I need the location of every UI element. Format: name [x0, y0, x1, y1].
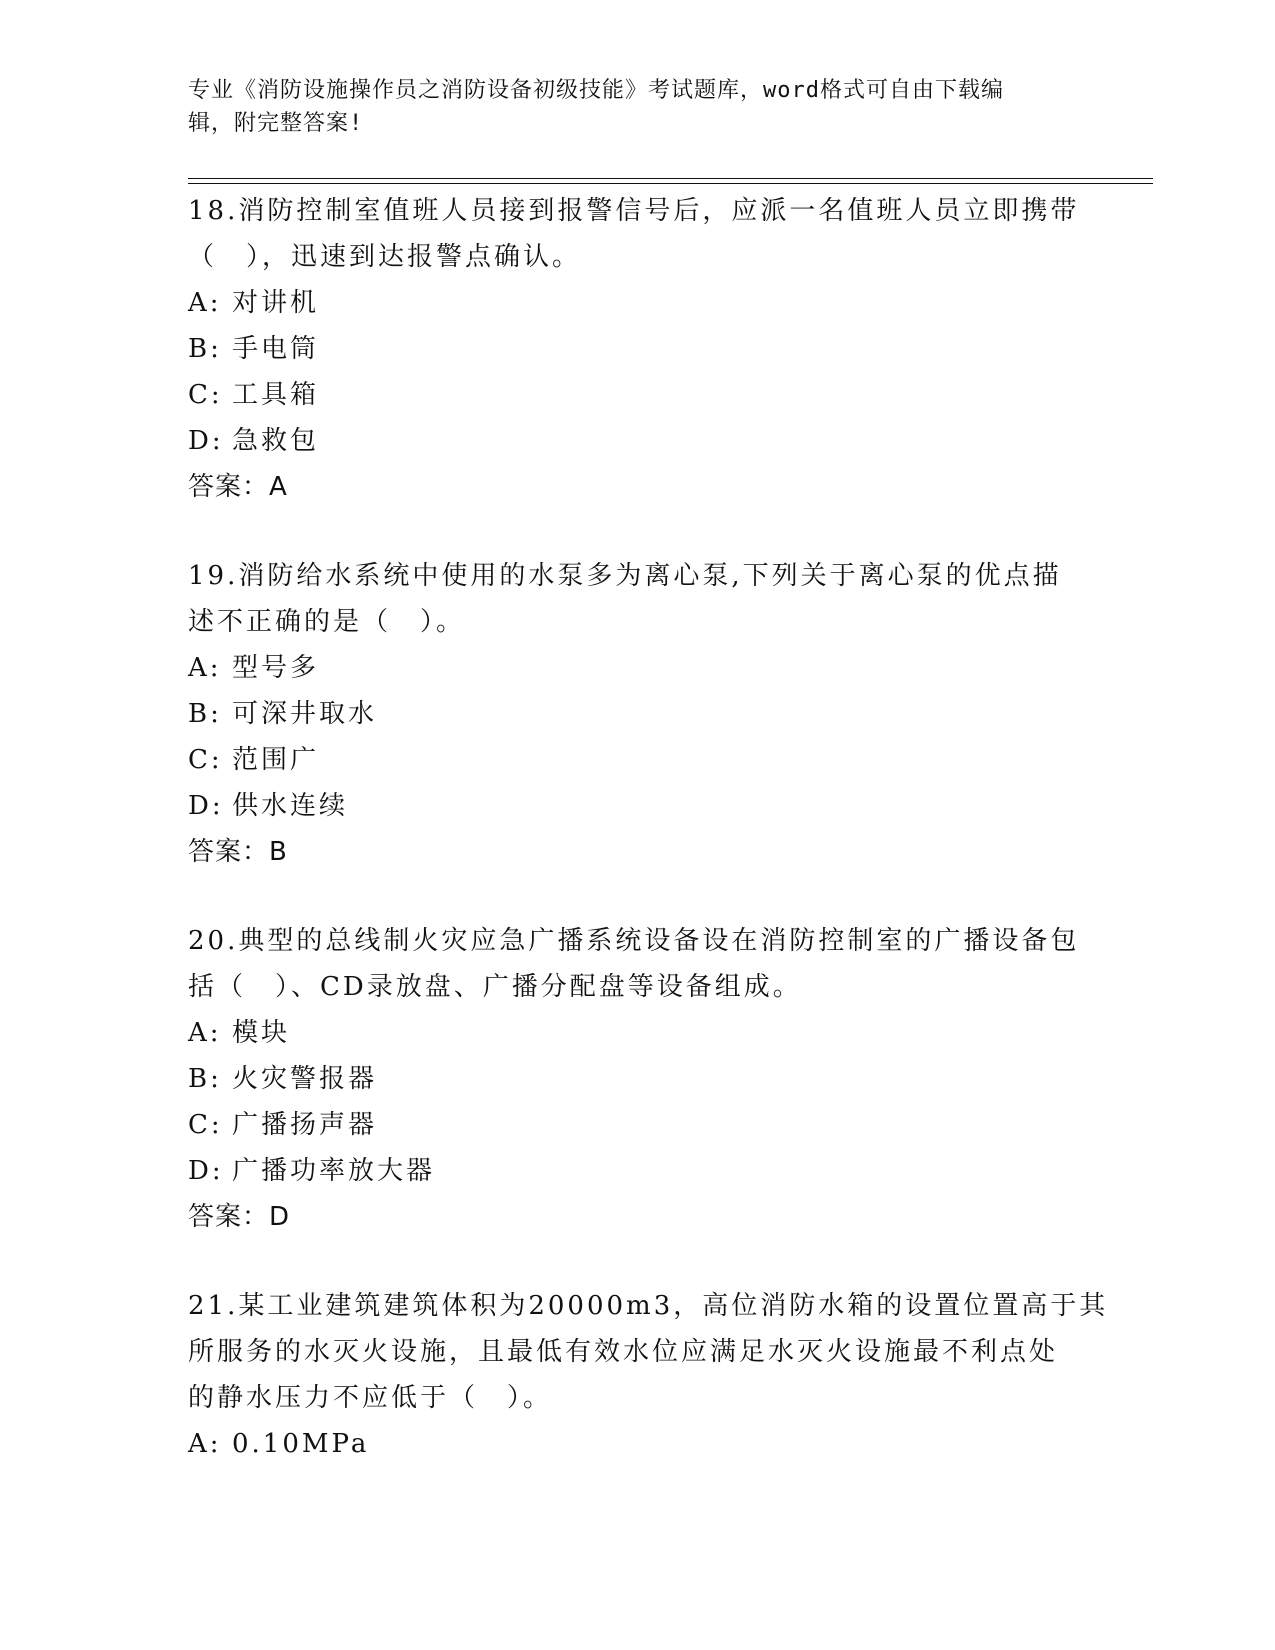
option-c: C: 工具箱 — [188, 380, 320, 410]
option-d: D: 广播功率放大器 — [188, 1156, 436, 1186]
header-divider-bottom — [188, 183, 1153, 184]
question-20 — [188, 918, 1088, 1240]
answer: 答案：B — [188, 837, 288, 867]
option-b: B: 可深井取水 — [188, 699, 378, 729]
option-a: A: 对讲机 — [188, 288, 320, 318]
question-stem — [188, 1283, 1109, 1421]
stem-line: 18.消防控制室值班人员接到报警信号后，应派一名值班人员立即携带 — [188, 196, 1080, 226]
question-21 — [188, 1283, 1109, 1467]
option-d: D: 供水连续 — [188, 791, 349, 821]
stem-line: 括（ ）、CD录放盘、广播分配盘等设备组成。 — [188, 972, 802, 1002]
header-line-2: 辑，附完整答案! — [188, 111, 364, 136]
answer: 答案：A — [188, 472, 288, 502]
document-header — [188, 74, 1088, 140]
option-a: A: 0.10MPa — [188, 1429, 370, 1459]
stem-line: 21.某工业建筑建筑体积为20000m3，高位消防水箱的设置位置高于其 — [188, 1291, 1109, 1321]
option-c: C: 范围广 — [188, 745, 320, 775]
stem-line: 所服务的水灭火设施，且最低有效水位应满足水灭火设施最不利点处 — [188, 1337, 1059, 1367]
question-stem — [188, 188, 1088, 280]
header-divider-top — [188, 178, 1153, 179]
option-a: A: 模块 — [188, 1018, 291, 1048]
question-stem — [188, 553, 1088, 645]
question-stem — [188, 918, 1088, 1010]
stem-line: 20.典型的总线制火灾应急广播系统设备设在消防控制室的广播设备包 — [188, 926, 1080, 956]
option-b: B: 手电筒 — [188, 334, 320, 364]
stem-line: 述不正确的是（ ）。 — [188, 607, 466, 637]
question-19 — [188, 553, 1088, 875]
question-18 — [188, 188, 1088, 510]
stem-line: （ ），迅速到达报警点确认。 — [188, 242, 582, 272]
header-line-1: 专业《消防设施操作员之消防设备初级技能》考试题库，word格式可自由下载编 — [188, 78, 1004, 103]
option-c: C: 广播扬声器 — [188, 1110, 378, 1140]
option-b: B: 火灾警报器 — [188, 1064, 378, 1094]
option-d: D: 急救包 — [188, 426, 320, 456]
option-a: A: 型号多 — [188, 653, 320, 683]
answer: 答案：D — [188, 1202, 291, 1232]
stem-line: 19.消防给水系统中使用的水泵多为离心泵,下列关于离心泵的优点描 — [188, 561, 1062, 591]
stem-line: 的静水压力不应低于（ ）。 — [188, 1383, 553, 1413]
